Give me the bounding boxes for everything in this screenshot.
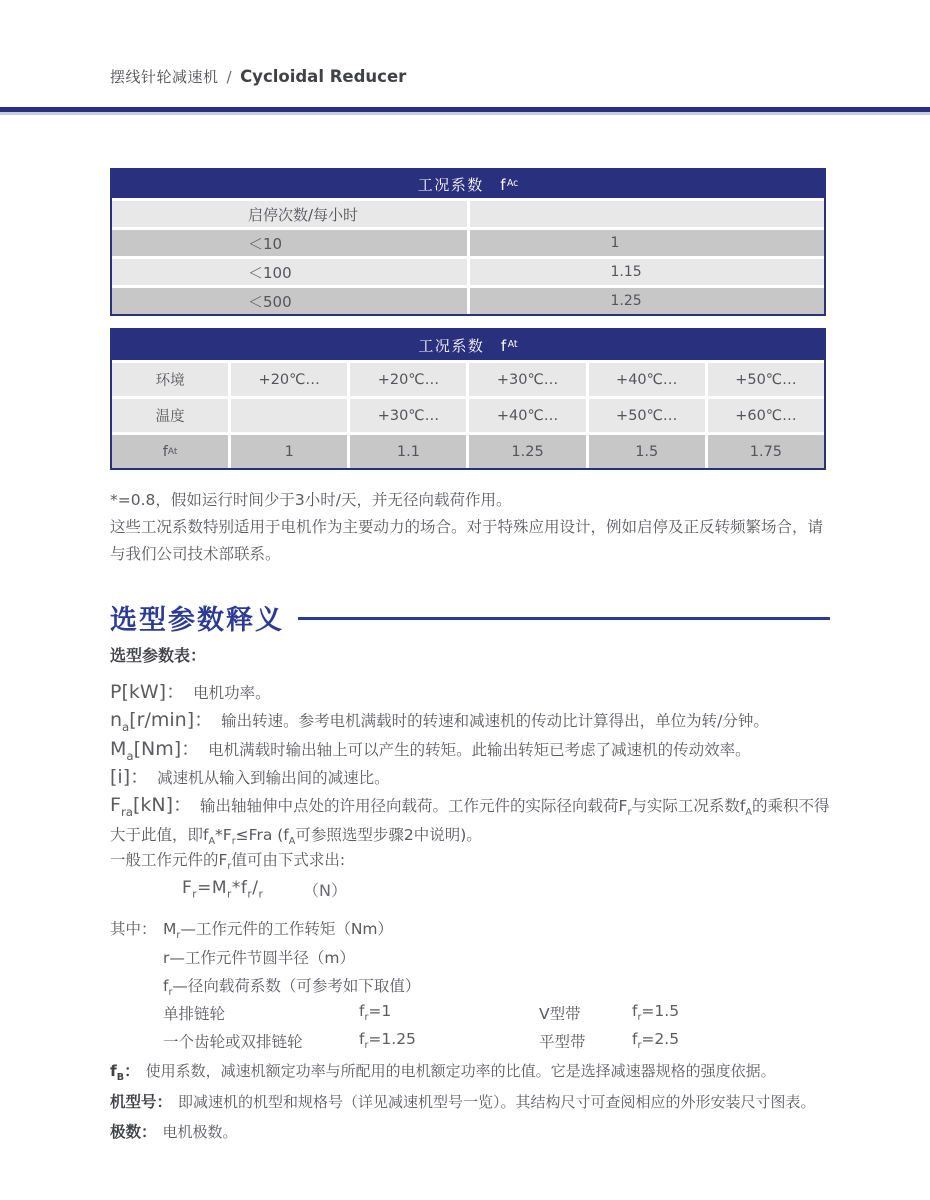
- definition-term: $F_{ra}[kN]$：: [110, 794, 193, 819]
- definition-item: [110, 763, 836, 793]
- factor-name: 单排链轮: [163, 1005, 226, 1023]
- header-rule-secondary: [0, 112, 930, 115]
- table-fat-title: 工况系数 f At: [112, 330, 824, 360]
- factor-value: $f_r=1.25$: [359, 1030, 416, 1052]
- fat-cell: +30℃…: [469, 363, 585, 396]
- fat-cell: +40℃…: [589, 363, 705, 396]
- notes-asterisk-line: *=0.8，假如运行时间少于3小时/天，并无径向载荷作用。: [110, 491, 512, 509]
- table-duty-factor-fac: [110, 168, 826, 316]
- factor-name: 平型带: [539, 1033, 586, 1051]
- formula-expression: $F_r=M_r*f_r/_r$: [182, 878, 264, 901]
- where-item: $f_r—$径向载荷系数（可参考如下取值）: [163, 977, 421, 999]
- glossary-desc: 电机极数。: [162, 1123, 238, 1141]
- glossary-desc: 即减速机的机型和规格号（详见减速机型号一览）。其结构尺寸可查阅相应的外形安装尺寸图表。: [178, 1093, 816, 1111]
- glossary-item: [110, 1089, 838, 1116]
- formula-intro: 一般工作元件的$F_r$值可由下式求出:: [110, 851, 346, 873]
- definition-desc: 电机满载时输出轴上可以产生的转矩。此输出转矩已考虑了减速机的传动效率。: [208, 741, 751, 759]
- fac-row-label: ＜10: [112, 230, 467, 256]
- fac-row-label: 启停次数/每小时: [112, 201, 467, 227]
- fac-row-value: [470, 201, 825, 227]
- definition-term: $M_a[Nm]$：: [110, 738, 201, 763]
- page-header: [110, 66, 406, 87]
- fat-cell: +50℃…: [708, 363, 824, 396]
- factor-name: V型带: [539, 1005, 581, 1023]
- fat-row-label: 环境: [112, 363, 228, 396]
- formula-unit: （N）: [303, 881, 347, 900]
- factor-value: $f_r=2.5$: [632, 1030, 680, 1052]
- definition-term: [i]：: [110, 766, 150, 788]
- fac-row-value: 1: [470, 230, 825, 256]
- page-title-en: Cycloidal Reducer: [240, 67, 407, 86]
- glossary-item: [110, 1058, 838, 1085]
- fat-cell: [231, 399, 347, 432]
- fac-row-label: ＜100: [112, 259, 467, 285]
- where-item: $M_r—$工作元件的工作转矩（Nm）: [163, 920, 394, 942]
- glossary-desc: 使用系数，减速机额定功率与所配用的电机额定功率的比值。它是选择减速器规格的强度依据。: [145, 1062, 776, 1080]
- fat-row-label: 温度: [112, 399, 228, 432]
- definition-desc: 电机功率。: [193, 684, 271, 702]
- section-heading: 选型参数释义: [110, 605, 284, 636]
- glossary-item: [110, 1119, 838, 1146]
- definition-item: [110, 678, 836, 708]
- definition-item: [110, 735, 836, 765]
- definition-desc: 输出轴轴伸中点处的许用径向载荷。工作元件的实际径向载荷$F_r$与实际工况系数$f_A$的乘积不得大于此值，即$f_A*F_r\le Fra$ ($f_A$可参照选型步骤2中说明)。: [110, 797, 830, 848]
- definition-term: $n_a[r/\min]$：: [110, 709, 214, 734]
- notes-paragraph: 这些工况系数特别适用于电机作为主要动力的场合。对于特殊应用设计，例如启停及正反转频繁场合，请与我们公司技术部联系。: [110, 518, 824, 563]
- definition-desc: 输出转速。参考电机满载时的转速和减速机的传动比计算得出，单位为转/分钟。: [221, 712, 769, 730]
- where-label: 其中：: [110, 920, 157, 938]
- fat-cell: +50℃…: [589, 399, 705, 432]
- glossary-term: $f_B$：: [110, 1062, 140, 1084]
- factor-name: 一个齿轮或双排链轮: [163, 1033, 303, 1051]
- fat-cell: 1.25: [469, 435, 585, 468]
- fac-row-label: ＜500: [112, 288, 467, 314]
- fat-cell: 1.75: [708, 435, 824, 468]
- fat-cell: +60℃…: [708, 399, 824, 432]
- fat-row-label: f At: [112, 435, 228, 468]
- fat-cell: +30℃…: [350, 399, 466, 432]
- table-fac-title: 工况系数 f Ac: [112, 170, 824, 198]
- page-title-separator: /: [226, 68, 233, 86]
- definition-item: [110, 706, 836, 736]
- fat-cell: 1.1: [350, 435, 466, 468]
- fat-cell: +20℃…: [350, 363, 466, 396]
- definition-term: P[kW]：: [110, 681, 186, 703]
- section-heading-rule: [298, 617, 830, 620]
- section-subheading: 选型参数表：: [110, 646, 207, 665]
- fat-cell: 1.5: [589, 435, 705, 468]
- factor-value: $f_r=1$: [359, 1002, 392, 1024]
- glossary-term: 极数：: [110, 1123, 157, 1141]
- fat-cell: 1: [231, 435, 347, 468]
- factor-value: $f_r=1.5$: [632, 1002, 680, 1024]
- page-title-zh: 摆线针轮减速机: [110, 68, 219, 86]
- table-duty-factor-fat: [110, 328, 826, 470]
- fac-row-value: 1.25: [470, 288, 825, 314]
- glossary-term: 机型号：: [110, 1093, 173, 1111]
- where-item: r—工作元件节圆半径（m）: [163, 949, 355, 967]
- fat-cell: +20℃…: [231, 363, 347, 396]
- fac-row-value: 1.15: [470, 259, 825, 285]
- fat-cell: +40℃…: [469, 399, 585, 432]
- definition-desc: 减速机从输入到输出间的减速比。: [157, 769, 390, 787]
- definition-item: [110, 791, 836, 850]
